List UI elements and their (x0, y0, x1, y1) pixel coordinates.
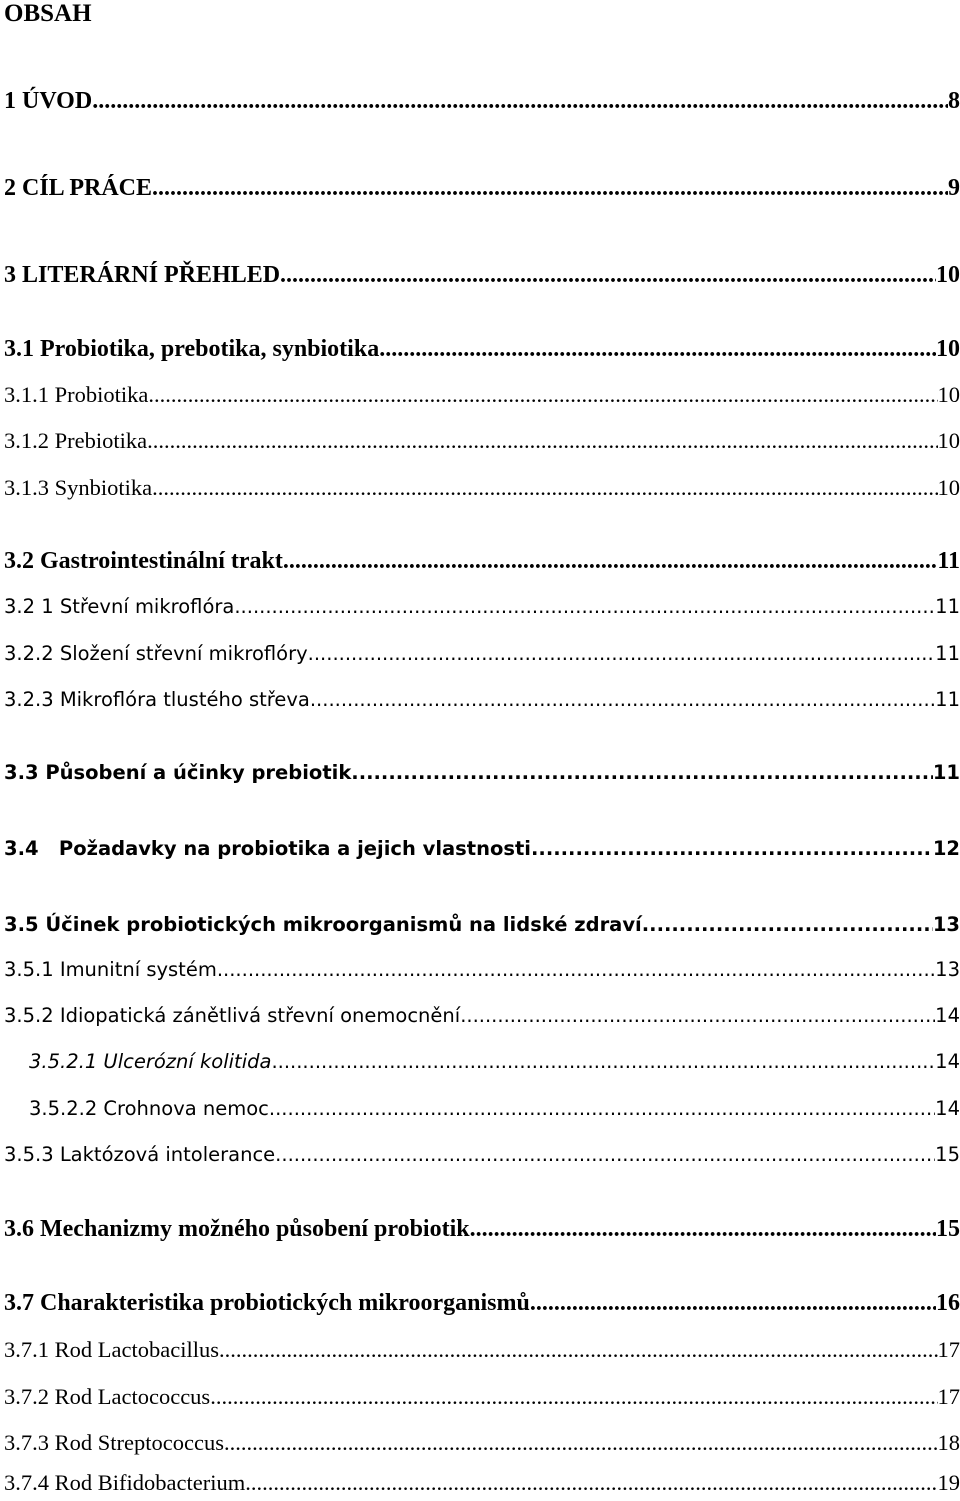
toc-entry-page: 11 (937, 548, 960, 574)
toc-entry-label: 1 ÚVOD (4, 88, 93, 114)
toc-entry-label: 3.2.3 Mikroflóra tlustého střeva (4, 688, 310, 711)
dot-leader (269, 1094, 935, 1124)
dot-leader (147, 426, 937, 456)
toc-entry-1-uvod[interactable] (4, 86, 960, 116)
toc-entry-3-5-1[interactable] (4, 955, 960, 985)
toc-entry-3-2[interactable] (4, 546, 960, 576)
toc-entry-3-7-3[interactable] (4, 1428, 960, 1458)
toc-entry-page: 10 (936, 262, 960, 288)
dot-leader (224, 1428, 938, 1458)
dot-leader (245, 1468, 937, 1498)
toc-entry-3-7-2[interactable] (4, 1382, 960, 1412)
toc-entry-3-7-1[interactable] (4, 1335, 960, 1365)
toc-entry-label: 3.3 Působení a účinky prebiotik (4, 761, 352, 784)
dot-leader (308, 639, 936, 669)
toc-entry-page: 10 (937, 428, 960, 453)
toc-entry-page: 19 (937, 1470, 960, 1495)
toc-entry-3-5-3[interactable] (4, 1140, 960, 1170)
dot-leader (460, 1001, 935, 1031)
toc-entry-label: 3.5 Účinek probiotických mikroorganismů na lidské zdraví (4, 913, 642, 936)
toc-entry-label: 3.5.2.2 Crohnova nemoc (29, 1097, 269, 1120)
toc-entry-label: 3 LITERÁRNÍ PŘEHLED (4, 262, 281, 288)
toc-entry-3-2-3[interactable] (4, 685, 960, 715)
toc-entry-page: 14 (935, 1050, 960, 1073)
dot-leader (642, 910, 933, 940)
toc-entry-label: 3.7.3 Rod Streptococcus (4, 1430, 224, 1455)
dot-leader (531, 834, 933, 864)
dot-leader (271, 1047, 935, 1077)
toc-entry-label: 3.1.3 Synbiotika (4, 475, 153, 500)
toc-entry-page: 14 (935, 1097, 960, 1120)
toc-entry-label: 3.7 Charakteristika probiotických mikroorganismů (4, 1290, 530, 1316)
toc-entry-page: 13 (935, 958, 960, 981)
toc-entry-page: 10 (936, 336, 960, 362)
toc-entry-3-5[interactable] (4, 910, 960, 940)
dot-leader (217, 955, 935, 985)
toc-entry-page: 10 (937, 475, 960, 500)
toc-entry-page: 13 (932, 913, 960, 936)
toc-entry-label: 3.2 Gastrointestinální trakt (4, 548, 283, 574)
toc-entry-page: 17 (937, 1384, 960, 1409)
dot-leader (92, 86, 948, 116)
toc-entry-3-1-1[interactable] (4, 380, 960, 410)
toc-entry-page: 18 (937, 1430, 960, 1455)
toc-entry-label: 3.5.3 Laktózová intolerance (4, 1143, 276, 1166)
toc-entry-label: 3.7.2 Rod Lactococcus (4, 1384, 211, 1409)
dot-leader (379, 334, 936, 364)
toc-entry-label: 3.5.1 Imunitní systém (4, 958, 217, 981)
toc-entry-label: 3.2.2 Složení střevní mikroflóry (4, 642, 308, 665)
dot-leader (152, 473, 937, 503)
toc-entry-page: 10 (937, 382, 960, 407)
toc-entry-3-literarni-prehled[interactable] (4, 260, 960, 290)
dot-leader (219, 1335, 938, 1365)
toc-entry-label: 3.5.2.1 Ulcerózní kolitida (29, 1050, 272, 1073)
toc-entry-page: 11 (935, 642, 960, 665)
toc-entry-page: 17 (937, 1337, 960, 1362)
toc-entry-3-1[interactable] (4, 334, 960, 364)
toc-entry-label: 3.7.4 Rod Bifidobacterium (4, 1470, 246, 1495)
toc-entry-label: 3.1 Probiotika, prebotika, synbiotika (4, 336, 380, 362)
toc-entry-page: 16 (936, 1290, 960, 1316)
toc-entry-label: 3.6 Mechanizmy možného působení probiotik (4, 1216, 470, 1242)
toc-entry-page: 11 (932, 761, 960, 784)
toc-title: OBSAH (4, 0, 92, 27)
toc-entry-3-1-2[interactable] (4, 426, 960, 456)
toc-entry-label: 3.4 Požadavky na probiotika a jejich vlastnosti (4, 837, 531, 860)
toc-entry-page: 11 (935, 688, 960, 711)
toc-entry-3-2-2[interactable] (4, 639, 960, 669)
toc-entry-3-6[interactable] (4, 1214, 960, 1244)
dot-leader (210, 1382, 937, 1412)
toc-entry-page: 8 (948, 88, 960, 114)
dot-leader (280, 260, 936, 290)
toc-entry-3-1-3[interactable] (4, 473, 960, 503)
toc-entry-page: 15 (935, 1143, 960, 1166)
toc-entry-page: 9 (948, 175, 960, 201)
dot-leader (275, 1140, 935, 1170)
toc-entry-label: 3.2 1 Střevní mikroflóra (4, 595, 235, 618)
toc-entry-3-5-2[interactable] (4, 1001, 960, 1031)
toc-entry-3-7-4[interactable] (4, 1468, 960, 1498)
dot-leader (351, 758, 933, 788)
dot-leader (148, 380, 937, 410)
toc-entry-2-cil-prace[interactable] (4, 173, 960, 203)
dot-leader (310, 685, 935, 715)
toc-entry-page: 11 (935, 595, 960, 618)
dot-leader (470, 1214, 936, 1244)
toc-entry-label: 3.5.2 Idiopatická zánětlivá střevní onemocnění (4, 1004, 461, 1027)
toc-entry-label: 3.7.1 Rod Lactobacillus (4, 1337, 219, 1362)
toc-entry-3-3[interactable] (4, 758, 960, 788)
dot-leader (283, 546, 937, 576)
toc-entry-label: 3.1.2 Prebiotika (4, 428, 148, 453)
toc-entry-3-4[interactable] (4, 834, 960, 864)
toc-entry-page: 14 (935, 1004, 960, 1027)
dot-leader (530, 1288, 936, 1318)
toc-entry-3-7[interactable] (4, 1288, 960, 1318)
toc-entry-label: 3.1.1 Probiotika (4, 382, 149, 407)
dot-leader (152, 173, 948, 203)
toc-entry-3-5-2-2[interactable] (29, 1094, 960, 1124)
toc-entry-page: 15 (936, 1216, 960, 1242)
toc-entry-3-5-2-1[interactable] (29, 1047, 960, 1077)
toc-entry-label: 2 CÍL PRÁCE (4, 175, 153, 201)
toc-entry-page: 12 (932, 837, 960, 860)
dot-leader (234, 592, 935, 622)
toc-entry-3-2-1[interactable] (4, 592, 960, 622)
